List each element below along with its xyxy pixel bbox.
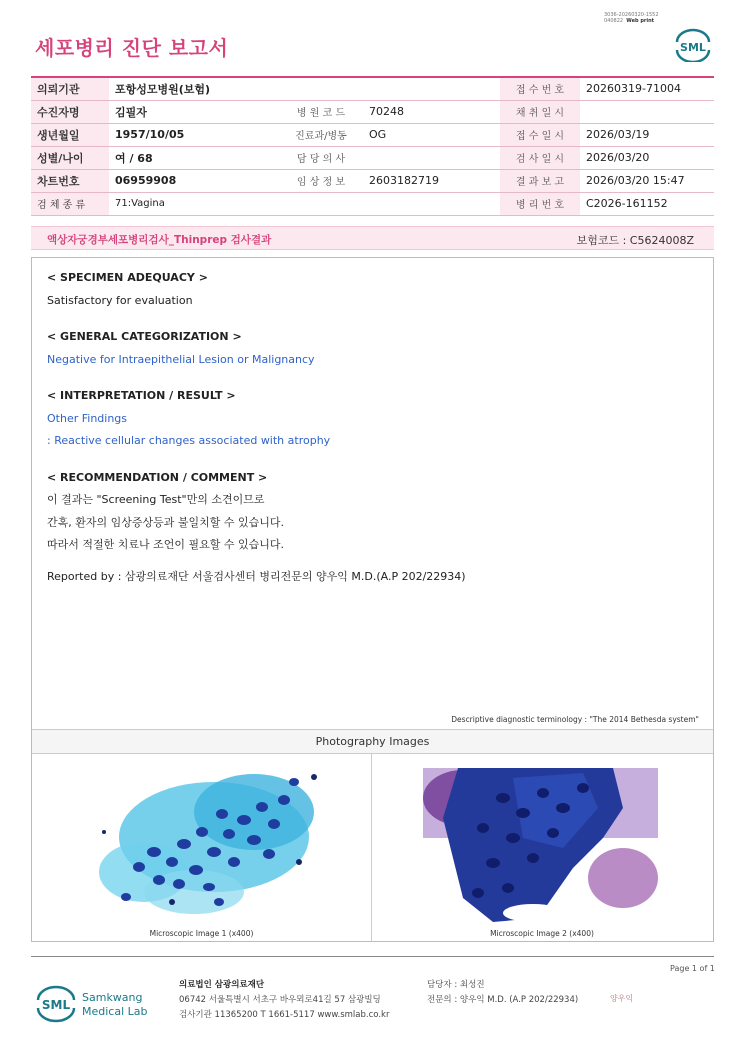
photo-cell-1	[32, 754, 372, 942]
info-row	[31, 100, 714, 123]
page-number: Page 1 of 1	[670, 964, 715, 973]
document-code: 3036-20260320-1552 040822 Web print	[604, 12, 659, 24]
patient-info-table	[31, 76, 714, 216]
footer-divider	[31, 956, 714, 957]
microscopic-image-1	[84, 762, 329, 924]
label-receipt-date: 접 수 일 시	[500, 123, 580, 146]
doctor-signature: 양우익	[610, 994, 634, 1003]
info-row	[31, 77, 714, 100]
label-hospital-code: 병 원 코 드	[279, 100, 363, 123]
label-department: 진료과/병동	[279, 123, 363, 146]
svg-text:SML: SML	[41, 998, 71, 1012]
value-collection-date	[580, 100, 714, 123]
value-clinical-info: 2603182719	[363, 169, 500, 192]
label-receipt-no: 접 수 번 호	[500, 77, 580, 100]
label-test-date: 검 사 일 시	[500, 146, 580, 169]
label-sex-age: 성별/나이	[31, 146, 109, 169]
label-requester: 의뢰기관	[31, 77, 109, 100]
value-hospital-code: 70248	[363, 100, 500, 123]
photo-cell-2	[372, 754, 712, 942]
adequacy-heading: < SPECIMEN ADEQUACY >	[47, 271, 208, 284]
value-doctor	[363, 146, 500, 169]
label-birthdate: 생년월일	[31, 123, 109, 146]
value-birthdate: 1957/10/05	[109, 123, 279, 146]
bethesda-note: Descriptive diagnostic terminology : "The 2014 Bethesda system"	[451, 715, 699, 724]
sml-logo	[673, 28, 713, 62]
footer-staff-info	[427, 978, 578, 1008]
footer-contact: 검사기관 11365200 T 1661-5117 www.smlab.co.kr	[179, 1010, 390, 1020]
value-receipt-date: 2026/03/19	[580, 123, 714, 146]
general-text: Negative for Intraepithelial Lesion or Malignancy	[47, 352, 315, 366]
photo-header: Photography Images	[32, 729, 713, 754]
label-doctor: 담 당 의 사	[279, 146, 363, 169]
interpretation-text-2: : Reactive cellular changes associated with atrophy	[47, 434, 331, 447]
recommendation-line-3: 따라서 적절한 치료나 조언이 필요할 수 있습니다.	[47, 538, 284, 551]
label-report-date: 결 과 보 고	[500, 169, 580, 192]
recommendation-line-2: 간혹, 환자의 임상증상등과 불일치할 수 있습니다.	[47, 515, 284, 529]
photo-caption-1: Microscopic Image 1 (x400)	[149, 929, 254, 938]
svg-text:Medical Lab: Medical Lab	[82, 1005, 148, 1018]
value-patient-name: 김필자	[109, 100, 279, 123]
value-pathology-no: C2026-161152	[580, 192, 714, 215]
value-report-date: 2026/03/20 15:47	[580, 169, 714, 192]
general-heading: < GENERAL CATEGORIZATION >	[47, 330, 242, 343]
photo-caption-2: Microscopic Image 2 (x400)	[490, 929, 594, 938]
footer-org-info	[179, 978, 389, 1023]
value-specimen-type: 71:Vagina	[109, 192, 279, 215]
samkwang-logo	[36, 980, 156, 1028]
footer-address: 06742 서울특별시 서초구 바우뫼로41길 57 삼광빌딩	[179, 995, 381, 1005]
value-test-date: 2026/03/20	[580, 146, 714, 169]
reported-by: Reported by : 삼광의료재단 서울검사센터 병리전문의 양우익 M.D.(A.P 202/22934)	[47, 569, 466, 583]
label-collection-date: 채 취 일 시	[500, 100, 580, 123]
interpretation-heading: < INTERPRETATION / RESULT >	[47, 389, 236, 402]
interpretation-text-1: Other Findings	[47, 411, 128, 425]
page-title: 세포병리 진단 보고서	[35, 36, 229, 60]
label-pathology-no: 병 리 번 호	[500, 192, 580, 215]
svg-text:SML: SML	[680, 41, 706, 54]
test-header-bar	[31, 226, 714, 250]
label-clinical-info: 임 상 정 보	[279, 169, 363, 192]
insurance-code: 보험코드 : C5624008Z	[576, 234, 694, 247]
info-row	[31, 146, 714, 169]
microscopic-image-2	[423, 768, 658, 922]
value-chart-no: 06959908	[109, 169, 279, 192]
recommendation-line-1: 이 결과는 "Screening Test"만의 소견이므로	[47, 493, 265, 506]
footer-doctor: 전문의 : 양우익 M.D. (A.P 202/22934)	[427, 995, 579, 1005]
value-receipt-no: 20260319-71004	[580, 77, 714, 100]
adequacy-text: Satisfactory for evaluation	[47, 293, 193, 307]
value-department: OG	[363, 123, 500, 146]
footer-org: 의료법인 삼광의료재단	[179, 980, 265, 990]
test-name: 액상자궁경부세포병리검사_Thinprep 검사결과	[47, 234, 272, 246]
recommendation-heading: < RECOMMENDATION / COMMENT >	[47, 470, 268, 484]
value-sex-age: 여 / 68	[109, 146, 279, 169]
result-text	[47, 267, 466, 588]
footer-staff: 담당자 : 최성진	[427, 980, 485, 990]
info-row	[31, 169, 714, 192]
label-specimen-type: 검 체 종 류	[31, 192, 109, 215]
value-requester: 포항성모병원(보험)	[109, 77, 279, 100]
result-box	[31, 257, 714, 942]
svg-text:Samkwang: Samkwang	[82, 991, 143, 1004]
label-chart-no: 차트번호	[31, 169, 109, 192]
info-row	[31, 123, 714, 146]
label-patient-name: 수진자명	[31, 100, 109, 123]
info-row	[31, 192, 714, 215]
